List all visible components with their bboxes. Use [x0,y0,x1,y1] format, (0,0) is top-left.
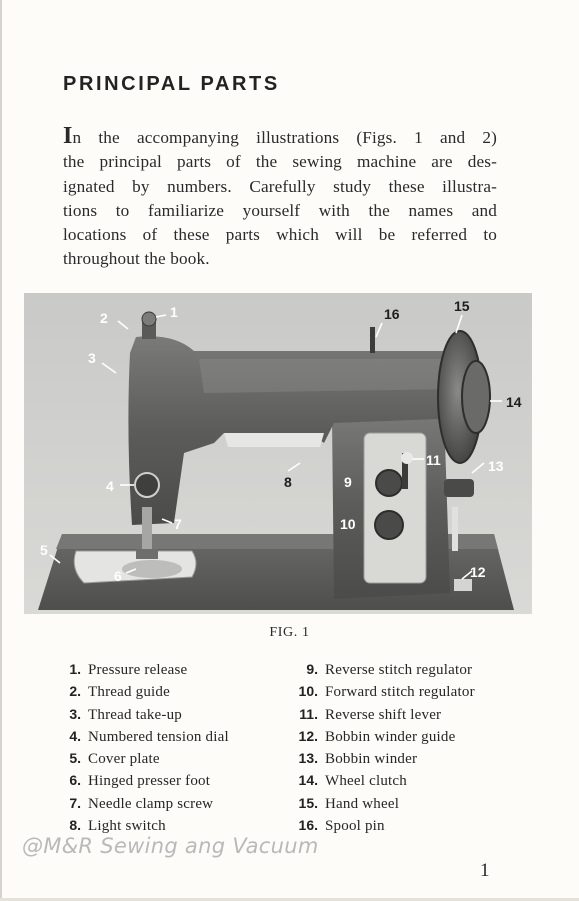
arm-highlight [199,359,456,393]
part-item [288,728,475,750]
sewing-machine-figure [24,293,532,614]
callout-14: 14 [506,394,522,410]
part-item [60,772,229,794]
part-item [60,728,229,750]
drop-cap: I [63,123,73,149]
watermark: @M&R Sewing ang Vacuum [22,834,319,858]
parts-list-left [60,661,229,839]
part-label: Light switch [88,818,166,835]
pressure-release-knob [142,312,156,326]
intro-line: In the accompanying illustrations (Figs. 1 and 2) [63,123,497,149]
bobbin-winder [444,479,474,497]
part-item [60,706,229,728]
part-label: Bobbin winder [325,751,418,768]
lever-knob [401,452,413,464]
callout-9: 9 [344,474,352,490]
tension-dial [135,473,159,497]
part-label: Wheel clutch [325,773,407,790]
needle-bar [142,507,152,551]
part-number: 12. [298,727,318,744]
reverse-stitch-dial [376,470,402,496]
part-number: 8. [69,817,81,834]
callout-12: 12 [470,564,486,580]
intro-line: locations of these parts which will be referred to [63,225,497,245]
intro-line: tions to familiarize yourself with the names and [63,200,497,220]
part-number: 9. [306,661,318,677]
callout-6: 6 [114,568,122,584]
part-label: Pressure release [88,662,188,678]
part-number: 4. [69,727,81,744]
figure-caption: FIG. 1 [269,625,310,640]
presser-foot [136,549,158,559]
page-heading: PRINCIPAL PARTS [63,73,280,95]
part-label: Needle clamp screw [88,795,214,812]
callout-7: 7 [174,516,182,532]
part-label: Numbered tension dial [88,728,229,745]
callout-4: 4 [106,478,114,494]
part-number: 2. [69,683,81,700]
light-housing [224,433,324,447]
page-number: 1 [480,860,490,881]
part-label: Spool pin [325,818,385,835]
part-item [288,772,475,794]
intro-line: ignated by numbers. Carefully study these illustra- [63,176,497,196]
part-label: Hand wheel [325,795,400,812]
part-number: 14. [298,772,318,789]
part-number: 1. [69,661,81,677]
part-label: Reverse shift lever [325,706,442,723]
part-item [288,795,475,817]
callout-13: 13 [488,458,504,474]
part-number: 5. [69,750,81,767]
callout-10: 10 [340,516,356,532]
parts-list-right [288,661,475,839]
part-label: Hinged presser foot [88,773,211,790]
part-item [60,683,229,705]
part-number: 11. [299,705,318,722]
wheel-clutch [462,361,490,433]
part-label: Cover plate [88,751,160,768]
bobbin-winder-guide [452,507,458,551]
callout-11: 11 [426,452,441,468]
part-item [60,661,229,683]
throat-plate [122,560,182,578]
part-label: Bobbin winder guide [325,728,456,745]
callout-8: 8 [284,474,292,490]
part-label: Thread take-up [88,706,183,723]
callout-2: 2 [100,310,108,326]
forward-stitch-dial [375,511,403,539]
intro-line: throughout the book. [63,249,210,269]
callout-16: 16 [384,306,400,322]
part-number: 3. [69,705,81,722]
part-item [288,661,475,683]
bobbin-guide-foot [454,579,472,591]
regulator-panel [364,433,426,583]
intro-line: the principal parts of the sewing machine are des- [63,152,497,172]
part-item [288,706,475,728]
part-number: 10. [298,683,318,700]
sewing-machine-illustration [24,293,532,614]
intro-paragraph [63,123,497,272]
part-number: 15. [298,794,318,811]
part-number: 6. [69,772,81,789]
part-item [60,795,229,817]
part-label: Reverse stitch regulator [325,662,473,678]
part-number: 16. [298,817,318,834]
part-number: 13. [298,750,318,767]
scan-edge [0,0,2,901]
callout-5: 5 [40,542,48,558]
callout-3: 3 [88,350,96,366]
callout-15: 15 [454,298,470,314]
spool-pin [370,327,375,353]
part-item [288,750,475,772]
part-item [288,683,475,705]
callout-1: 1 [170,304,178,320]
part-item [60,750,229,772]
part-label: Forward stitch regulator [325,684,475,701]
part-label: Thread guide [88,684,170,701]
part-number: 7. [69,794,81,811]
